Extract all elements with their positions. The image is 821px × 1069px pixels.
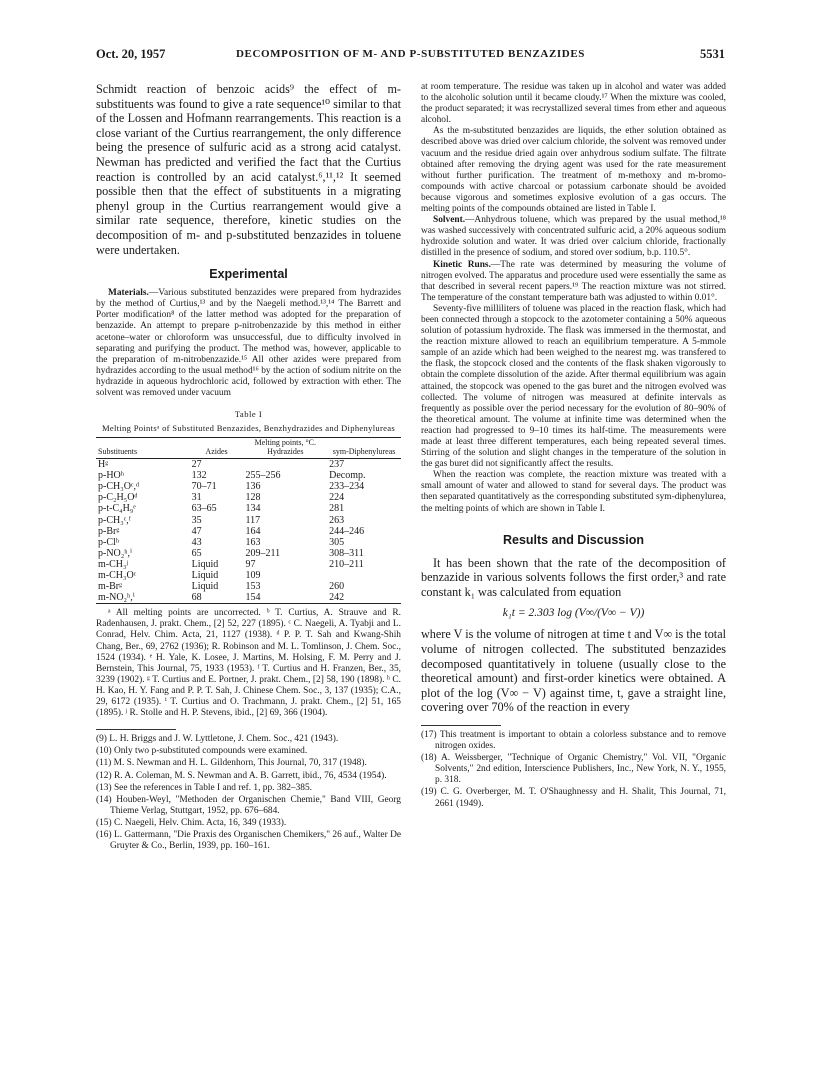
cell-azide: 35 [191,514,202,526]
running-header [96,47,725,67]
right-column [421,82,726,811]
cell-urea: 233–234 [329,481,365,493]
table-row [96,581,401,592]
cell-hydrazide: 255–256 [245,470,281,482]
cell-urea: 281 [329,503,345,515]
cell-azide: 63–65 [191,503,217,515]
table-row [96,515,401,526]
cell-urea: 260 [329,581,345,593]
table-row [96,503,401,514]
cell-urea [327,570,401,581]
cell-hydrazide: 136 [245,481,261,493]
results-heading: Results and Discussion [502,532,644,547]
cell-azide: 27 [191,459,202,471]
reference-item: (12) R. A. Coleman, M. S. Newman and A. B. Garrett, ibid., 76, 4534 (1954). [96,770,387,781]
cell-substituent: m-Brᵍ [98,581,123,593]
cell-substituent: p-C₂H₅Oᵈ [98,492,138,504]
th-azides: Azides [205,447,228,457]
table-title: Melting Pointsᵃ of Substituted Benzazides, Benzhydrazides and Diphenylureas [101,423,396,434]
results-paragraph: It has been shown that the rate of the decomposition of benzazide in various solvents follows the first order,³ and rate constant k₁ was calculated from equation [421,555,726,599]
results-continued: where V is the volume of nitrogen at time t and V∞ is the total volume of nitrogen collected. The substituted benzazides decomposed quantitatively in toluene (usually close to the theoretical amount) and first-order kinetics were obtained. A plot of the log (V∞ − V) against time, t, gave a straight line, covering over 70% of the reaction in every [421,627,726,715]
cell-azide: Liquid [191,558,219,570]
procedure-paragraph: Seventy-five milliliters of toluene was placed in the reaction flask, which had been connected through a stopcock to the azotometer containing a 50% aqueous solution of potassium hydroxide. The flask was immersed in the thermostat, and the reaction mixture allowed to reach an equilibrium temperature. A 5-mmole sample of an azide which had been weighed to the nearest mg. was transfered to the flask, the stopcock closed and the contents of the flask shaken vigorously to obtain the complete dissolution of the azide. After thermal equilibrium was again attained, the stopcock was opened to the gas buret and the nitrogen evolved was collected. The volume of nitrogen was measured at definite intervals as frequently as possible over the period necessary for the evolution of 80–90% of the theoretical amount. The volume at infinite time was determined when the reaction had progressed to 9–10 times its half-time. The measurements were made at least three different temperatures, each being repeated several times. Stirring of the solution and slight changes in the temperature of the solution in the gas buret did not significantly affect the results. [421,303,726,470]
cell-urea: 237 [329,459,345,471]
m-substituted-paragraph: As the m-substituted benzazides are liquids, the ether solution obtained as described above was dried over calcium chloride, the solvent was removed under vacuum and the residue dried again over anhydrous sodium sulfate. The filtrate obtained after removing the drying agent was used for the rate measurement without further purification. The treatment of m-methoxy and m-bromo-compounds with active charcoal or potassium carbonate should be avoided because vigorous and sometimes explosive evolution of a gas occurs. The melting points of the compounds obtained are listed in Table I. [421,126,726,215]
reference-item: (13) See the references in Table I and ref. 1, pp. 382–385. [96,782,313,793]
cell-substituent: Hᵍ [98,459,109,471]
th-hydrazides: Melting points, °C. Hydrazides [254,438,317,457]
reference-item: (14) Houben-Weyl, "Methoden der Organischen Chemie," Band VIII, Georg Thieme Verlag, Stuttgart, 1952, pp. 676–684. [96,794,401,816]
cell-substituent: m-NO₂ʰ,ⁱ [98,592,135,604]
kinetic-paragraph [421,260,726,304]
table-row [96,570,401,581]
footnote-divider [96,729,176,730]
residue-paragraph: at room temperature. The residue was taken up in alcohol and water was added to the alcoholic solution until it became cloudy.¹⁷ When the mixture was cooled, the product separated; it was recrystallized several times from ether and aqueous alcohol. [421,82,726,126]
cell-substituent: p-CH₃Oᶜ,ᵈ [98,481,140,493]
solvent-text: —Anhydrous toluene, which was prepared by the usual method,¹⁸ was washed successively with concentrated sulfuric acid, a 20% aqueous sodium hydroxide solution and water. It was dried over calcium chloride, fractionally distilled in the presence of sodium, and stored over sodium, b.p. 110.5°. [421,215,726,259]
th-substituents: Substituents [98,447,138,457]
cell-urea: Decomp. [329,470,366,482]
reference-item: (16) L. Gattermann, "Die Praxis des Organischen Chemikers," 26 auf., Walter De Gruyter & Co., Berlin, 1939, pp. 160–161. [96,829,401,852]
solvent-runin: Solvent. [433,215,466,226]
footnote-divider [421,725,501,726]
cell-azide: 132 [191,470,207,482]
cell-urea: 305 [329,536,345,548]
melting-points-table [96,437,401,604]
cell-hydrazide [243,459,327,471]
cell-substituent: p-CH₃ᶜ,ᶠ [98,514,131,526]
cell-hydrazide: 117 [245,514,261,526]
cell-substituent: p-Clʰ [98,536,119,548]
completion-paragraph: When the reaction was complete, the reaction mixture was treated with a small amount of water and allowed to stand for several days. The product was then separated quantitatively as the corresponding substituted sym-diphenylurea, the melting points of which are shown in Table I. [421,470,726,514]
cell-substituent: p-NO₂ʰ,ⁱ [98,547,132,559]
table-row [96,559,401,570]
cell-hydrazide: 163 [245,536,261,548]
reference-item: (15) C. Naegeli, Helv. Chim. Acta, 16, 349 (1933). [96,817,287,828]
header-date: Oct. 20, 1957 [96,47,166,61]
cell-urea: 308–311 [329,547,364,559]
reference-item: (11) M. S. Newman and H. L. Gildenhorn, This Journal, 70, 317 (1948). [96,758,367,769]
left-references [96,734,401,852]
reference-item: (17) This treatment is important to obtain a colorless substance and to remove nitrogen oxides. [421,730,726,752]
table-row [96,592,401,604]
table-row [96,526,401,537]
kinetic-runin: Kinetic Runs. [433,259,491,270]
table-header-row [96,438,401,459]
rate-equation: k₁t = 2.303 log (V∞/(V∞ − V)) [502,607,645,620]
cell-azide: Liquid [191,581,219,593]
cell-hydrazide: 134 [245,503,261,515]
cell-hydrazide: 154 [245,592,261,604]
page-number: 5531 [700,47,725,61]
table-footnotes: ᵃ All melting points are uncorrected. ᵇ T. Curtius, A. Strauve and R. Radenhausen, J. prakt. Chem., [2] 52, 227 (1895). ᶜ C. Naegeli, A. Tyabji and L. Conrad, Helv. Chim. Acta, 21, 1127 (1938). ᵈ P. P. T. Sah and Kwang-Shih Chang, Ber., 69, 2762 (1936); R. Robinson and M. L. Tomlinson, J. Chem. Soc., 1524 (1934). ᵉ H. Yale, K. Losee, J. Martins, M. Holsing, F. M. Perry and J. Bernstein, This Journal, 75, 1933 (1953). ᶠ T. Curtius and H. Franzen, Ber., 35, 3239 (1902). ᵍ T. Curtius and E. Portner, J. prakt. Chem., [2] 58, 190 (1898). ʰ C. H. Kao, H. Y. Fang and P. P. T. Sah, J. Chinese Chem. Soc., 3, 137 (1935); C.A., 29, 6172 (1935). ⁱ T. Curtius and O. Trachmann, J. prakt. Chem., [2] 51, 165 (1895). ʲ R. Stolle and H. P. Stevens, ibid., [2] 69, 366 (1904). [96,608,401,719]
kinetic-text: —The rate was determined by measuring the volume of nitrogen evolved. The apparatus and procedure used were essentially the same as that described in several recent papers.¹⁹ The reaction mixture was not stirred. The temperature of the constant temperature bath was adjusted to within 0.01°. [421,259,726,303]
table-row [96,470,401,481]
cell-urea: 210–211 [329,558,364,570]
table-row [96,459,401,471]
reference-item: (10) Only two p-substituted compounds were examined. [96,746,308,757]
cell-hydrazide: 97 [245,558,256,570]
cell-hydrazide: 153 [245,581,261,593]
cell-urea: 263 [329,514,345,526]
cell-hydrazide: 164 [245,525,261,537]
experimental-heading: Experimental [209,267,288,282]
cell-urea: 224 [329,492,345,504]
reference-item: (18) A. Weissberger, "Technique of Organic Chemistry," Vol. VII, "Organic Solvents," 2nd edition, Interscience Publishers, Inc., New York, N. Y., 1955, p. 318. [421,753,726,786]
left-column [96,82,401,853]
cell-azide: 31 [191,492,202,504]
cell-substituent: p-t-C₄H₉ᵉ [98,503,136,515]
reference-item: (19) C. G. Overberger, M. T. O'Shaughnessy and H. Shalit, This Journal, 71, 2661 (1949). [421,787,726,809]
th-diphenylureas: sym-Diphenylureas [332,447,396,457]
table-row [96,548,401,559]
cell-urea: 244–246 [329,525,365,537]
materials-text: —Various substituted benzazides were prepared from hydrazides by the method of Curtius,¹³ and by the Naegeli method.¹³,¹⁴ The Barrett and Porter modification⁸ of the latter method was adopted for the preparation of benzazide. An attempt to prepare p-nitrobenzazide by this method in either acetone–water or chloroform was unsuccessful, due to difficulty involved in separating and purifying the product. The method was, however, applicable to the preparation of m-nitrobenzazide.¹⁵ All other azides were prepared from hydrazides according to the usual method¹⁶ by the action of sodium nitrite on the hydrazide in aqueous hydrochloric acid, followed by extraction with ether. The solvent was removed under vacuum [96,288,401,398]
cell-hydrazide: 109 [245,570,261,581]
reference-item: (9) L. H. Briggs and J. W. Lyttletone, J. Chem. Soc., 421 (1943). [96,734,339,745]
solvent-paragraph [421,215,726,259]
right-references [421,730,726,810]
cell-substituent: p-HOʰ [98,470,124,482]
table-row [96,492,401,503]
table-caption: Table I [234,409,263,420]
cell-substituent: m-CH₃ʲ [98,558,129,570]
cell-hydrazide: 128 [245,492,261,504]
cell-azide: 43 [191,536,202,548]
cell-hydrazide: 209–211 [245,547,281,559]
cell-substituent: m-CH₃Oᶜ [98,570,137,581]
intro-paragraph: Schmidt reaction of benzoic acids⁹ the effect of m-substituents was found to give a rate sequence¹⁰ similar to that of the Lossen and Hofmann rearrangements. This reaction is a close variant of the Curtius rearrangement, the only difference being the presence of sulfuric acid as a strong acid catalyst. Newman has predicted and verified the fact that the Curtius reaction is controlled by an acid catalyst.⁶,¹¹,¹² It seemed possible then that the effect of substituents in a migrating phenyl group in the Curtius rearrangement would give a similar rate sequence, therefore, kinetic studies on the decomposition of m- and p-substituted benzazides in toluene were undertaken. [96,82,401,257]
cell-azide: 68 [191,592,202,604]
cell-azide: Liquid [191,570,219,581]
cell-substituent: p-Brᵍ [98,525,120,537]
header-title: DECOMPOSITION OF M- AND P-SUBSTITUTED BENZAZIDES [236,48,585,60]
cell-urea: 242 [329,592,345,604]
cell-azide: 70–71 [191,481,217,493]
materials-paragraph [96,288,401,399]
cell-azide: 65 [191,547,202,559]
table-row [96,481,401,492]
cell-azide: 47 [191,525,202,537]
materials-runin: Materials. [108,288,149,299]
table-row [96,537,401,548]
